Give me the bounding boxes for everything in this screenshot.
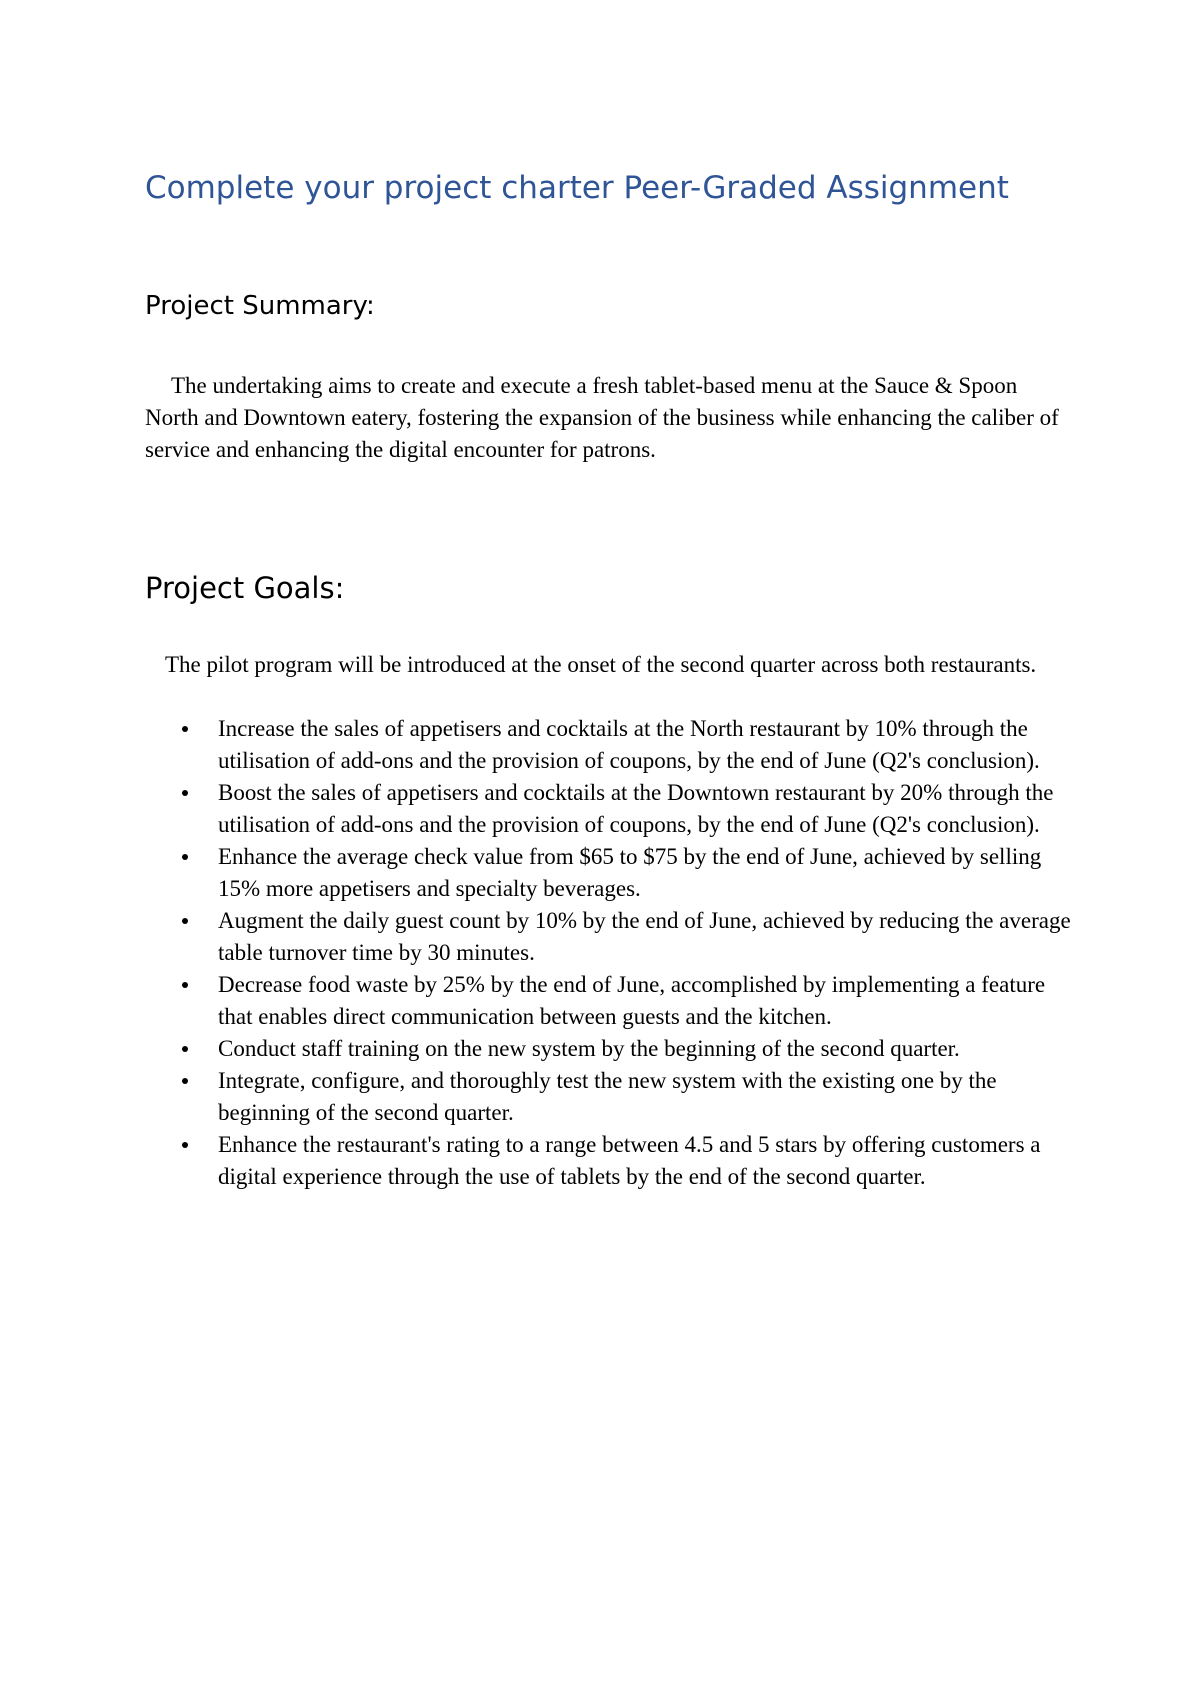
project-goals-intro: The pilot program will be introduced at the onset of the second quarter across both restaurants. — [165, 652, 1037, 677]
project-summary-heading: Project Summary: — [145, 291, 375, 321]
goal-item — [145, 1129, 1075, 1193]
project-summary-text: The undertaking aims to create and execute a fresh tablet-based menu at the Sauce & Spoon North and Downtown eatery, fostering the expansion of the business while enhancing the caliber of service and enhancing the digital encounter for patrons. — [145, 373, 1059, 462]
goal-item-text: Augment the daily guest count by 10% by the end of June, achieved by reducing the average table turnover time by 30 minutes. — [218, 908, 1071, 965]
bullet-icon — [182, 982, 188, 988]
goal-item — [145, 1065, 1075, 1129]
bullet-icon — [182, 854, 188, 860]
bullet-icon — [182, 1046, 188, 1052]
goal-item — [145, 1033, 1075, 1065]
bullet-icon — [182, 726, 188, 732]
goal-item-text: Boost the sales of appetisers and cocktails at the Downtown restaurant by 20% through the utilisation of add-ons and the provision of coupons, by the end of June (Q2's conclusion). — [218, 780, 1054, 837]
goal-item-text: Enhance the restaurant's rating to a range between 4.5 and 5 stars by offering customers a digital experience through the use of tablets by the end of the second quarter. — [218, 1132, 1041, 1189]
goal-item-text: Enhance the average check value from $65 to $75 by the end of June, achieved by selling 15% more appetisers and specialty beverages. — [218, 844, 1042, 901]
goal-item-text: Conduct staff training on the new system by the beginning of the second quarter. — [218, 1036, 960, 1061]
goal-item-text: Increase the sales of appetisers and cocktails at the North restaurant by 10% through the utilisation of add-ons and the provision of coupons, by the end of June (Q2's conclusion). — [218, 716, 1040, 773]
goal-item — [145, 713, 1075, 777]
goal-item — [145, 969, 1075, 1033]
document-title: Complete your project charter Peer-Graded Assignment — [145, 170, 1009, 206]
goal-item-text: Integrate, configure, and thoroughly test the new system with the existing one by the beginning of the second quarter. — [218, 1068, 997, 1125]
bullet-icon — [182, 790, 188, 796]
goal-item — [145, 841, 1075, 905]
bullet-icon — [182, 918, 188, 924]
bullet-icon — [182, 1078, 188, 1084]
bullet-icon — [182, 1142, 188, 1148]
goal-item-text: Decrease food waste by 25% by the end of June, accomplished by implementing a feature that enables direct communication between guests and the kitchen. — [218, 972, 1046, 1029]
project-goals-heading: Project Goals: — [145, 571, 345, 605]
goal-item — [145, 777, 1075, 841]
goal-item — [145, 905, 1075, 969]
project-goals-list — [145, 713, 1075, 1193]
